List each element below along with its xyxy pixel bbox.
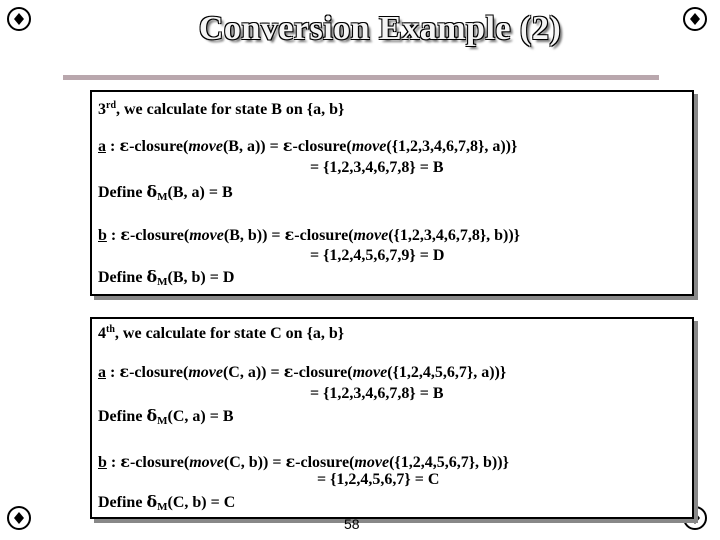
page-number: 58 xyxy=(344,516,360,532)
ordinal-suffix: th xyxy=(106,324,115,335)
delta-symbol: δ xyxy=(146,182,158,201)
epsilon-symbol: ε xyxy=(283,362,294,381)
epsilon-symbol: ε xyxy=(119,362,130,381)
box2-b-define: Define $\delta_M(C$, b) = C xyxy=(98,492,236,513)
box2-b-transition: b : ε-closure(move(C, b)) = ε-closure(move({1,2,4,5,6,7}, b))} xyxy=(98,452,509,471)
symbol-a-link[interactable]: a xyxy=(98,138,106,155)
epsilon-symbol: ε xyxy=(120,225,130,244)
box2-a-transition: a : ε-closure(move(C, a)) = ε-closure(move({1,2,4,5,6,7}, a))} xyxy=(98,362,507,381)
delta-symbol: δ xyxy=(146,406,158,425)
epsilon-symbol: ε xyxy=(284,225,295,244)
box1-a-transition: a : ε-closure(move(B, a)) = ε-closure(move({1,2,3,4,6,7,8}, a))} xyxy=(98,136,518,155)
delta-symbol: δ xyxy=(146,267,158,286)
ordinal-suffix: rd xyxy=(106,100,116,111)
box2-intro xyxy=(98,324,344,343)
box2-a-result: = {1,2,3,4,6,7,8} = B xyxy=(310,385,444,402)
epsilon-symbol: ε xyxy=(120,452,130,471)
delta-symbol: δ xyxy=(146,492,158,511)
symbol-b-link[interactable]: b xyxy=(98,454,107,471)
box1-b-transition: b : ε-closure(move(B, b)) = ε-closure(move({1,2,3,4,6,7,8}, b))} xyxy=(98,225,520,244)
box1-a-result: = {1,2,3,4,6,7,8} = B xyxy=(310,159,444,176)
intro-text: , we calculate for state B on {a, b} xyxy=(116,101,345,118)
epsilon-symbol: ε xyxy=(119,136,130,155)
state-c-box xyxy=(90,317,694,519)
epsilon-symbol: ε xyxy=(282,136,293,155)
ordinal-number: 3 xyxy=(98,101,106,118)
state-b-box xyxy=(90,90,694,296)
ordinal-number: 4 xyxy=(98,325,106,342)
box1-intro xyxy=(98,100,344,119)
corner-logo-icon xyxy=(6,505,32,531)
epsilon-symbol: ε xyxy=(285,452,296,471)
title-divider xyxy=(63,75,659,80)
slide-title: Conversion Example (2) xyxy=(198,10,562,47)
box1-b-define: Define $\delta_M(B$, b) = D xyxy=(98,267,235,288)
intro-text: , we calculate for state C on {a, b} xyxy=(114,325,345,342)
symbol-a-link[interactable]: a xyxy=(98,364,106,381)
symbol-b-link[interactable]: b xyxy=(98,227,107,244)
box2-b-result: = {1,2,4,5,6,7} = C xyxy=(317,471,440,488)
box1-a-define: Define $\delta_M(B$, a) = B xyxy=(98,182,233,203)
box2-a-define: Define $\delta_M(C$, a) = B xyxy=(98,406,234,427)
box1-b-result: = {1,2,4,5,6,7,9} = D xyxy=(310,247,445,264)
